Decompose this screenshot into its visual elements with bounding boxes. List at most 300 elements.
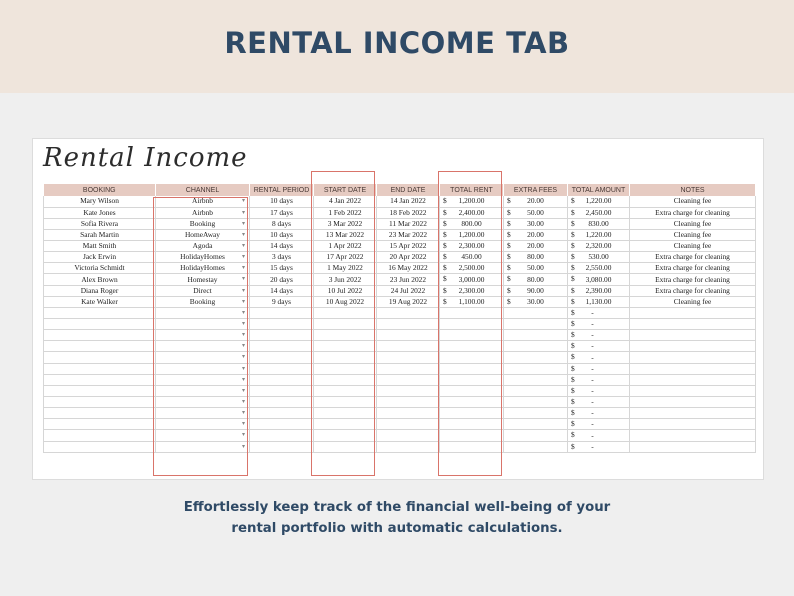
channel-value: Booking [189, 218, 216, 228]
channel-dropdown[interactable] [156, 352, 250, 363]
total-amount-value: 1,130.00 [585, 296, 612, 306]
notes-cell[interactable] [630, 352, 756, 363]
total-rent-cell[interactable] [440, 385, 504, 396]
end-date-cell[interactable] [377, 374, 440, 385]
extra-fees-value: 20.00 [527, 229, 544, 239]
table-row [44, 263, 756, 274]
caret-down-icon: ▾ [241, 332, 245, 339]
booking-cell[interactable] [44, 307, 156, 318]
total-rent-cell[interactable] [440, 218, 504, 229]
channel-dropdown[interactable] [156, 207, 250, 218]
empty-total-dash: - [591, 397, 594, 407]
extra-fees-cell[interactable] [504, 296, 568, 307]
end-date-cell[interactable] [377, 319, 440, 330]
currency-symbol: $ [571, 352, 575, 362]
start-date-cell[interactable] [314, 419, 377, 430]
total-rent-cell[interactable] [440, 374, 504, 385]
empty-row [44, 385, 756, 396]
booking-cell[interactable]: Sofia Rivera [44, 218, 156, 229]
booking-cell[interactable] [44, 441, 156, 452]
total-amount-cell [568, 319, 630, 330]
start-date-cell[interactable] [314, 374, 377, 385]
rental-period-cell [250, 374, 314, 385]
empty-row [44, 352, 756, 363]
currency-symbol: $ [571, 207, 575, 217]
total-amount-cell [568, 419, 630, 430]
header-total-amount: TOTAL AMOUNT [568, 184, 630, 196]
booking-cell[interactable] [44, 430, 156, 441]
channel-dropdown[interactable] [156, 218, 250, 229]
extra-fees-cell[interactable] [504, 385, 568, 396]
booking-cell[interactable]: Diana Roger [44, 285, 156, 296]
channel-value: HomeAway [184, 229, 221, 239]
start-date-cell[interactable]: 10 Jul 2022 [314, 285, 377, 296]
caret-down-icon: ▾ [241, 231, 245, 238]
empty-row [44, 330, 756, 341]
currency-symbol: $ [443, 252, 447, 262]
end-date-cell[interactable]: 16 May 2022 [377, 263, 440, 274]
notes-cell[interactable] [630, 374, 756, 385]
total-rent-cell[interactable] [440, 330, 504, 341]
currency-symbol: $ [571, 274, 575, 284]
empty-total-dash: - [591, 341, 594, 351]
total-rent-cell[interactable] [440, 207, 504, 218]
rental-period-cell [250, 441, 314, 452]
rental-period-cell [250, 385, 314, 396]
currency-symbol: $ [571, 252, 575, 262]
table-row [44, 274, 756, 285]
start-date-cell[interactable] [314, 430, 377, 441]
empty-row [44, 419, 756, 430]
booking-cell[interactable]: Matt Smith [44, 241, 156, 252]
total-amount-cell [568, 263, 630, 274]
channel-dropdown[interactable] [156, 430, 250, 441]
table-row [44, 296, 756, 307]
start-date-cell[interactable] [314, 341, 377, 352]
extra-fees-cell[interactable] [504, 341, 568, 352]
booking-cell[interactable] [44, 341, 156, 352]
caret-down-icon: ▾ [241, 254, 245, 261]
notes-cell[interactable]: Extra charge for cleaning [630, 274, 756, 285]
channel-dropdown[interactable] [156, 330, 250, 341]
total-rent-cell[interactable] [440, 430, 504, 441]
channel-dropdown[interactable] [156, 363, 250, 374]
table-row [44, 241, 756, 252]
booking-cell[interactable] [44, 408, 156, 419]
currency-symbol: $ [507, 296, 511, 306]
notes-cell[interactable] [630, 341, 756, 352]
total-amount-value: 2,550.00 [585, 263, 612, 273]
notes-cell[interactable] [630, 397, 756, 408]
rental-period-cell: 15 days [250, 263, 314, 274]
notes-cell[interactable] [630, 430, 756, 441]
extra-fees-cell[interactable] [504, 229, 568, 240]
channel-dropdown[interactable] [156, 241, 250, 252]
total-rent-cell[interactable] [440, 196, 504, 207]
empty-total-dash: - [591, 374, 594, 384]
start-date-cell[interactable]: 1 Feb 2022 [314, 207, 377, 218]
notes-cell[interactable]: Cleaning fee [630, 196, 756, 207]
currency-symbol: $ [571, 385, 575, 395]
caret-down-icon: ▾ [241, 243, 245, 250]
channel-dropdown[interactable] [156, 408, 250, 419]
start-date-cell[interactable]: 3 Mar 2022 [314, 218, 377, 229]
rental-period-cell: 20 days [250, 274, 314, 285]
currency-symbol: $ [443, 207, 447, 217]
currency-symbol: $ [571, 263, 575, 273]
table-row [44, 196, 756, 207]
total-rent-value: 2,500.00 [458, 263, 485, 273]
empty-row [44, 430, 756, 441]
total-amount-value: 2,450.00 [585, 207, 612, 217]
total-amount-cell [568, 207, 630, 218]
currency-symbol: $ [571, 296, 575, 306]
channel-dropdown[interactable] [156, 397, 250, 408]
extra-fees-cell[interactable] [504, 419, 568, 430]
empty-total-dash: - [591, 408, 594, 418]
end-date-cell[interactable]: 19 Aug 2022 [377, 296, 440, 307]
caret-down-icon: ▾ [241, 321, 245, 328]
booking-cell[interactable] [44, 363, 156, 374]
channel-dropdown[interactable] [156, 341, 250, 352]
currency-symbol: $ [571, 241, 575, 251]
booking-cell[interactable] [44, 385, 156, 396]
end-date-cell[interactable] [377, 385, 440, 396]
booking-cell[interactable]: Kate Walker [44, 296, 156, 307]
notes-cell[interactable]: Cleaning fee [630, 229, 756, 240]
notes-cell[interactable]: Cleaning fee [630, 296, 756, 307]
empty-row [44, 441, 756, 452]
extra-fees-cell[interactable] [504, 430, 568, 441]
extra-fees-cell[interactable] [504, 196, 568, 207]
header-end-date: END DATE [377, 184, 440, 196]
total-amount-cell [568, 341, 630, 352]
end-date-cell[interactable]: 24 Jul 2022 [377, 285, 440, 296]
total-rent-value: 1,200.00 [458, 229, 485, 239]
channel-dropdown[interactable] [156, 385, 250, 396]
currency-symbol: $ [571, 341, 575, 351]
spreadsheet [32, 138, 764, 480]
total-rent-value: 1,100.00 [458, 296, 485, 306]
caret-down-icon: ▾ [241, 343, 245, 350]
start-date-cell[interactable]: 3 Jun 2022 [314, 274, 377, 285]
currency-symbol: $ [507, 196, 511, 205]
extra-fees-cell[interactable] [504, 397, 568, 408]
start-date-cell[interactable] [314, 363, 377, 374]
banner [0, 0, 794, 93]
extra-fees-cell[interactable] [504, 374, 568, 385]
booking-cell[interactable] [44, 330, 156, 341]
end-date-cell[interactable] [377, 419, 440, 430]
total-rent-cell[interactable] [440, 296, 504, 307]
start-date-cell[interactable]: 1 May 2022 [314, 263, 377, 274]
total-rent-cell[interactable] [440, 397, 504, 408]
start-date-cell[interactable] [314, 330, 377, 341]
caret-down-icon: ▾ [241, 365, 245, 372]
caret-down-icon: ▾ [241, 443, 245, 450]
empty-total-dash: - [591, 352, 594, 362]
total-rent-cell[interactable] [440, 352, 504, 363]
rental-period-cell [250, 352, 314, 363]
booking-cell[interactable]: Jack Erwin [44, 252, 156, 263]
notes-cell[interactable] [630, 319, 756, 330]
rental-period-cell: 17 days [250, 207, 314, 218]
booking-cell[interactable]: Mary Wilson [44, 196, 156, 207]
extra-fees-cell[interactable] [504, 307, 568, 318]
total-amount-value: 830.00 [588, 218, 609, 228]
currency-symbol: $ [507, 263, 511, 273]
empty-row [44, 341, 756, 352]
caption-line-1: Effortlessly keep track of the financial well-being of your [183, 500, 611, 515]
booking-cell[interactable] [44, 319, 156, 330]
start-date-cell[interactable] [314, 408, 377, 419]
header-start-date: START DATE [314, 184, 377, 196]
channel-dropdown[interactable] [156, 263, 250, 274]
extra-fees-cell[interactable] [504, 441, 568, 452]
caret-down-icon: ▾ [241, 265, 245, 272]
start-date-cell[interactable]: 4 Jan 2022 [314, 196, 377, 207]
currency-symbol: $ [571, 430, 575, 440]
total-amount-cell [568, 285, 630, 296]
header-row [44, 184, 756, 196]
end-date-cell[interactable]: 14 Jan 2022 [377, 196, 440, 207]
currency-symbol: $ [507, 229, 511, 239]
total-amount-cell [568, 408, 630, 419]
total-rent-cell[interactable] [440, 319, 504, 330]
booking-cell[interactable]: Sarah Martin [44, 229, 156, 240]
channel-dropdown[interactable] [156, 296, 250, 307]
extra-fees-value: 20.00 [527, 196, 544, 206]
end-date-cell[interactable] [377, 430, 440, 441]
caret-down-icon: ▾ [241, 298, 245, 305]
empty-row [44, 374, 756, 385]
total-rent-value: 2,300.00 [458, 285, 485, 295]
end-date-cell[interactable] [377, 307, 440, 318]
table-row [44, 285, 756, 296]
end-date-cell[interactable]: 23 Mar 2022 [377, 229, 440, 240]
caret-down-icon: ▾ [241, 399, 245, 406]
currency-symbol: $ [443, 229, 447, 239]
total-rent-cell[interactable] [440, 285, 504, 296]
end-date-cell[interactable] [377, 330, 440, 341]
empty-row [44, 319, 756, 330]
table-row [44, 229, 756, 240]
total-rent-cell[interactable] [440, 419, 504, 430]
total-amount-cell [568, 218, 630, 229]
notes-cell[interactable]: Extra charge for cleaning [630, 207, 756, 218]
currency-symbol: $ [507, 285, 511, 295]
header-booking: BOOKING [44, 184, 156, 196]
start-date-cell[interactable] [314, 352, 377, 363]
rental-period-cell [250, 419, 314, 430]
notes-cell[interactable] [630, 307, 756, 318]
total-rent-cell[interactable] [440, 263, 504, 274]
channel-value: HolidayHomes [180, 252, 225, 262]
end-date-cell[interactable] [377, 341, 440, 352]
notes-cell[interactable]: Extra charge for cleaning [630, 285, 756, 296]
page-title: RENTAL INCOME TAB [224, 26, 570, 60]
extra-fees-cell[interactable] [504, 252, 568, 263]
booking-cell[interactable]: Victoria Schmidt [44, 263, 156, 274]
booking-cell[interactable]: Kate Jones [44, 207, 156, 218]
channel-value: Agoda [192, 241, 213, 251]
start-date-cell[interactable]: 13 Mar 2022 [314, 229, 377, 240]
total-amount-cell [568, 430, 630, 441]
currency-symbol: $ [443, 296, 447, 306]
rental-period-cell [250, 307, 314, 318]
end-date-cell[interactable] [377, 352, 440, 363]
end-date-cell[interactable] [377, 441, 440, 452]
channel-dropdown[interactable] [156, 441, 250, 452]
total-rent-cell[interactable] [440, 307, 504, 318]
start-date-cell[interactable]: 10 Aug 2022 [314, 296, 377, 307]
extra-fees-value: 30.00 [527, 296, 544, 306]
caret-down-icon: ▾ [241, 276, 245, 283]
total-rent-cell[interactable] [440, 241, 504, 252]
extra-fees-cell[interactable] [504, 241, 568, 252]
extra-fees-cell[interactable] [504, 408, 568, 419]
end-date-cell[interactable]: 20 Apr 2022 [377, 252, 440, 263]
rental-period-cell: 8 days [250, 218, 314, 229]
booking-cell[interactable] [44, 352, 156, 363]
total-rent-cell[interactable] [440, 408, 504, 419]
total-rent-cell[interactable] [440, 341, 504, 352]
total-rent-cell[interactable] [440, 274, 504, 285]
notes-cell[interactable] [630, 441, 756, 452]
start-date-cell[interactable]: 17 Apr 2022 [314, 252, 377, 263]
start-date-cell[interactable] [314, 385, 377, 396]
total-amount-cell [568, 374, 630, 385]
notes-cell[interactable] [630, 408, 756, 419]
sheet-title: Rental Income [43, 143, 248, 173]
booking-cell[interactable]: Alex Brown [44, 274, 156, 285]
table-row [44, 207, 756, 218]
total-amount-cell [568, 274, 630, 285]
total-amount-cell [568, 196, 630, 207]
notes-cell[interactable]: Cleaning fee [630, 241, 756, 252]
empty-total-dash: - [591, 307, 594, 317]
channel-dropdown[interactable] [156, 274, 250, 285]
extra-fees-cell[interactable] [504, 285, 568, 296]
booking-cell[interactable] [44, 374, 156, 385]
channel-value: Airbnb [192, 196, 213, 206]
total-rent-value: 3,000.00 [458, 274, 485, 284]
total-rent-value: 2,400.00 [458, 207, 485, 217]
extra-fees-cell[interactable] [504, 330, 568, 341]
end-date-cell[interactable] [377, 363, 440, 374]
caret-down-icon: ▾ [241, 309, 245, 316]
total-amount-cell [568, 252, 630, 263]
total-rent-cell[interactable] [440, 363, 504, 374]
currency-symbol: $ [571, 196, 575, 205]
channel-dropdown[interactable] [156, 196, 250, 207]
extra-fees-value: 80.00 [527, 274, 544, 284]
extra-fees-cell[interactable] [504, 319, 568, 330]
caret-down-icon: ▾ [241, 387, 245, 394]
empty-total-dash: - [591, 330, 594, 340]
total-amount-cell [568, 229, 630, 240]
start-date-cell[interactable] [314, 307, 377, 318]
channel-dropdown[interactable] [156, 229, 250, 240]
start-date-cell[interactable]: 1 Apr 2022 [314, 241, 377, 252]
notes-cell[interactable] [630, 330, 756, 341]
rental-period-cell: 10 days [250, 229, 314, 240]
total-amount-cell [568, 330, 630, 341]
notes-cell[interactable]: Extra charge for cleaning [630, 252, 756, 263]
channel-dropdown[interactable] [156, 252, 250, 263]
total-rent-cell[interactable] [440, 441, 504, 452]
total-rent-cell[interactable] [440, 229, 504, 240]
channel-dropdown[interactable] [156, 374, 250, 385]
header-extra-fees: EXTRA FEES [504, 184, 568, 196]
currency-symbol: $ [571, 441, 575, 451]
currency-symbol: $ [443, 263, 447, 273]
currency-symbol: $ [571, 374, 575, 384]
end-date-cell[interactable] [377, 408, 440, 419]
channel-dropdown[interactable] [156, 419, 250, 430]
extra-fees-cell[interactable] [504, 263, 568, 274]
total-rent-value: 800.00 [461, 218, 482, 228]
rental-period-cell [250, 341, 314, 352]
end-date-cell[interactable]: 15 Apr 2022 [377, 241, 440, 252]
currency-symbol: $ [507, 241, 511, 251]
extra-fees-value: 80.00 [527, 252, 544, 262]
rental-period-cell: 14 days [250, 285, 314, 296]
notes-cell[interactable] [630, 363, 756, 374]
notes-cell[interactable]: Cleaning fee [630, 218, 756, 229]
extra-fees-cell[interactable] [504, 218, 568, 229]
channel-dropdown[interactable] [156, 319, 250, 330]
caret-down-icon: ▾ [241, 287, 245, 294]
total-amount-cell [568, 363, 630, 374]
start-date-cell[interactable] [314, 397, 377, 408]
extra-fees-value: 50.00 [527, 263, 544, 273]
end-date-cell[interactable]: 11 Mar 2022 [377, 218, 440, 229]
caret-down-icon: ▾ [241, 198, 245, 204]
notes-cell[interactable] [630, 419, 756, 430]
currency-symbol: $ [571, 408, 575, 418]
start-date-cell[interactable] [314, 441, 377, 452]
notes-cell[interactable] [630, 385, 756, 396]
currency-symbol: $ [507, 274, 511, 284]
total-rent-value: 2,300.00 [458, 241, 485, 251]
total-rent-cell[interactable] [440, 252, 504, 263]
channel-value: Airbnb [192, 207, 213, 217]
total-amount-value: 1,220.00 [585, 196, 612, 206]
extra-fees-cell[interactable] [504, 352, 568, 363]
channel-dropdown[interactable] [156, 307, 250, 318]
caption [0, 497, 794, 539]
channel-value: Booking [189, 296, 216, 306]
end-date-cell[interactable] [377, 397, 440, 408]
empty-total-dash: - [591, 419, 594, 429]
currency-symbol: $ [443, 218, 447, 228]
currency-symbol: $ [507, 207, 511, 217]
booking-cell[interactable] [44, 397, 156, 408]
extra-fees-cell[interactable] [504, 207, 568, 218]
channel-dropdown[interactable] [156, 285, 250, 296]
notes-cell[interactable]: Extra charge for cleaning [630, 263, 756, 274]
booking-cell[interactable] [44, 419, 156, 430]
currency-symbol: $ [443, 285, 447, 295]
end-date-cell[interactable]: 18 Feb 2022 [377, 207, 440, 218]
extra-fees-cell[interactable] [504, 363, 568, 374]
rental-period-cell: 14 days [250, 241, 314, 252]
start-date-cell[interactable] [314, 319, 377, 330]
end-date-cell[interactable]: 23 Jun 2022 [377, 274, 440, 285]
extra-fees-cell[interactable] [504, 274, 568, 285]
extra-fees-value: 50.00 [527, 207, 544, 217]
